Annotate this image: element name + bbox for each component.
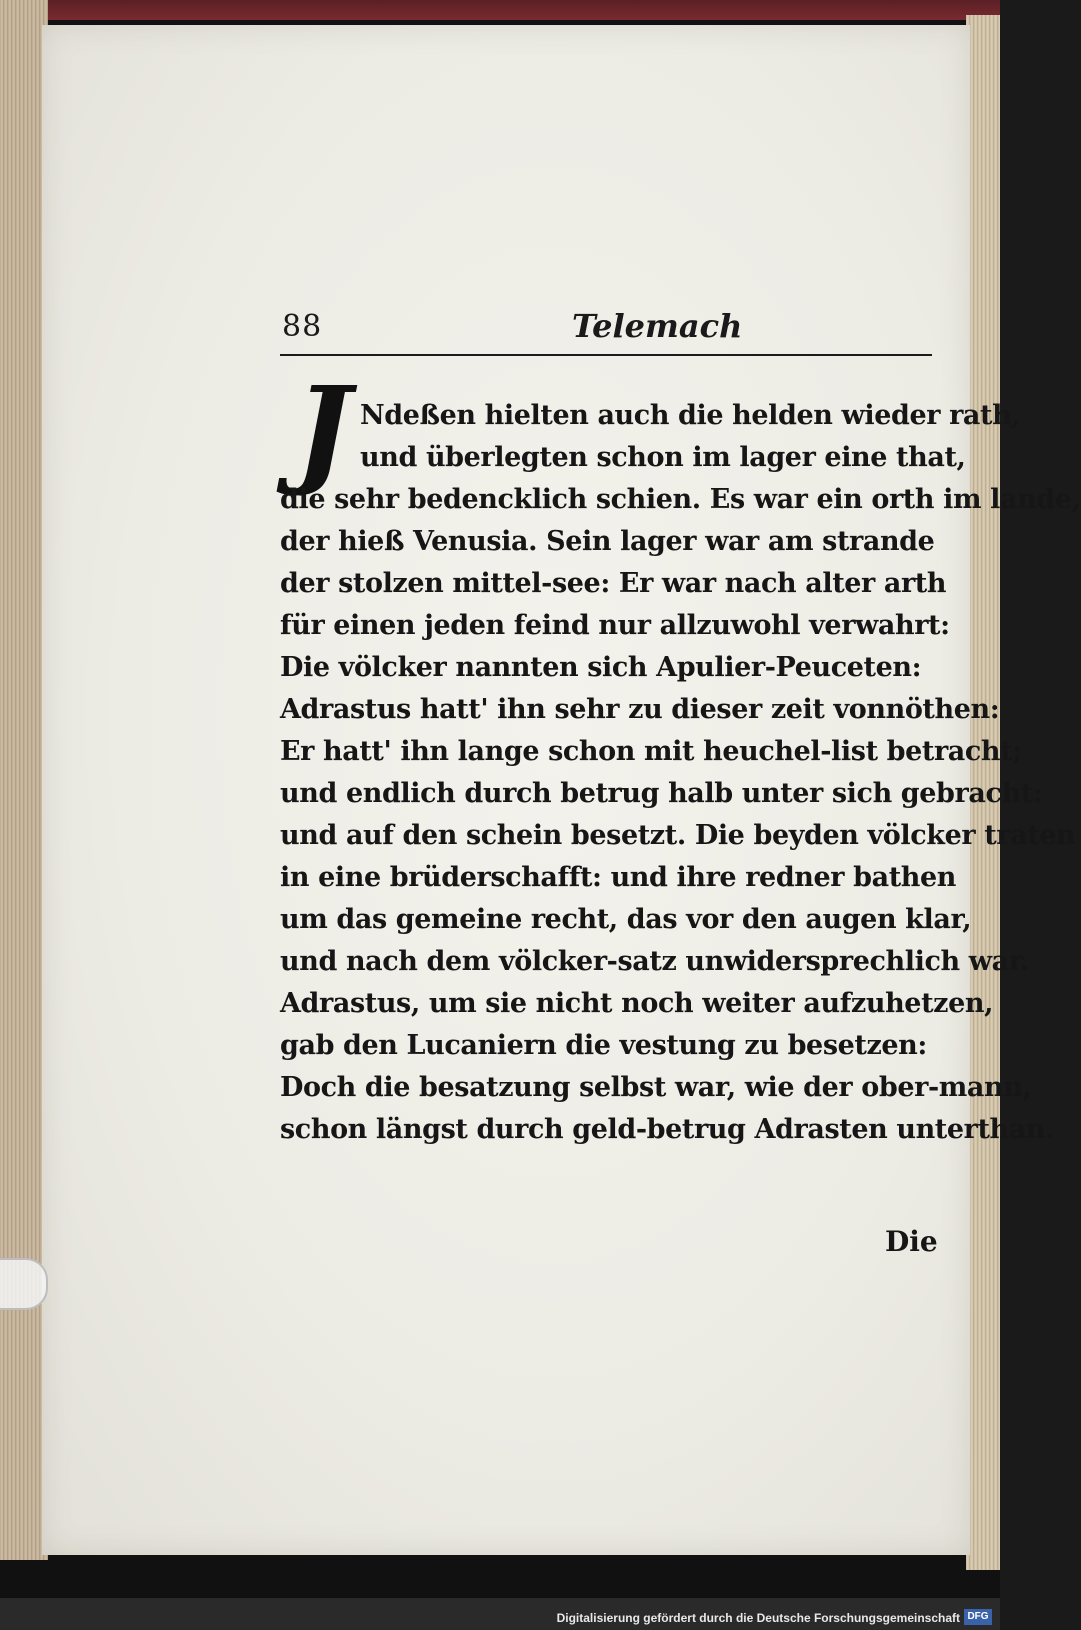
text-line: und nach dem völcker-satz unwidersprechlich war. <box>280 946 1030 977</box>
text-line: in eine brüderschafft: und ihre redner bathen <box>280 862 957 893</box>
text-line: Er hatt' ihn lange schon mit heuchel-list betracht; <box>280 736 1022 767</box>
page-clip-tab <box>0 1258 48 1310</box>
text-line: um das gemeine recht, das vor den augen klar, <box>280 904 972 935</box>
dfg-logo: DFG <box>964 1609 992 1625</box>
text-line: Adrastus, um sie nicht noch weiter aufzuhetzen, <box>280 988 994 1019</box>
running-title: Telemach <box>572 307 743 345</box>
text-line: der hieß Venusia. Sein lager war am strande <box>280 526 935 557</box>
header-rule <box>280 354 932 356</box>
text-line: Adrastus hatt' ihn sehr zu dieser zeit vonnöthen: <box>280 694 1000 725</box>
book-page-edges-left <box>0 0 48 1560</box>
text-line: schon längst durch geld-betrug Adrasten unterthan. <box>280 1114 1055 1145</box>
digitization-credit: Digitalisierung gefördert durch die Deutsche Forschungsgemeinschaft <box>556 1611 960 1625</box>
catchword: Die <box>885 1225 938 1258</box>
drop-cap-initial: J <box>295 360 351 499</box>
page-number: 88 <box>282 309 323 344</box>
book-cover-top <box>0 0 1000 20</box>
text-line: Die völcker nannten sich Apulier-Peuceten: <box>280 652 922 683</box>
text-line: der stolzen mittel-see: Er war nach alter arth <box>280 568 947 599</box>
text-line: und endlich durch betrug halb unter sich gebracht: <box>280 778 1043 809</box>
text-line: und überlegten schon im lager eine that, <box>360 442 966 473</box>
text-line: Ndeßen hielten auch die helden wieder rath, <box>360 400 1021 431</box>
text-line: Doch die besatzung selbst war, wie der ober-mann, <box>280 1072 1032 1103</box>
text-line: die sehr bedencklich schien. Es war ein orth im lande, <box>280 484 1081 515</box>
running-head <box>282 305 932 351</box>
text-line: gab den Lucaniern die vestung zu besetzen: <box>280 1030 927 1061</box>
text-line: für einen jeden feind nur allzuwohl verwahrt: <box>280 610 950 641</box>
text-line: und auf den schein besetzt. Die beyden völcker traten <box>280 820 1076 851</box>
